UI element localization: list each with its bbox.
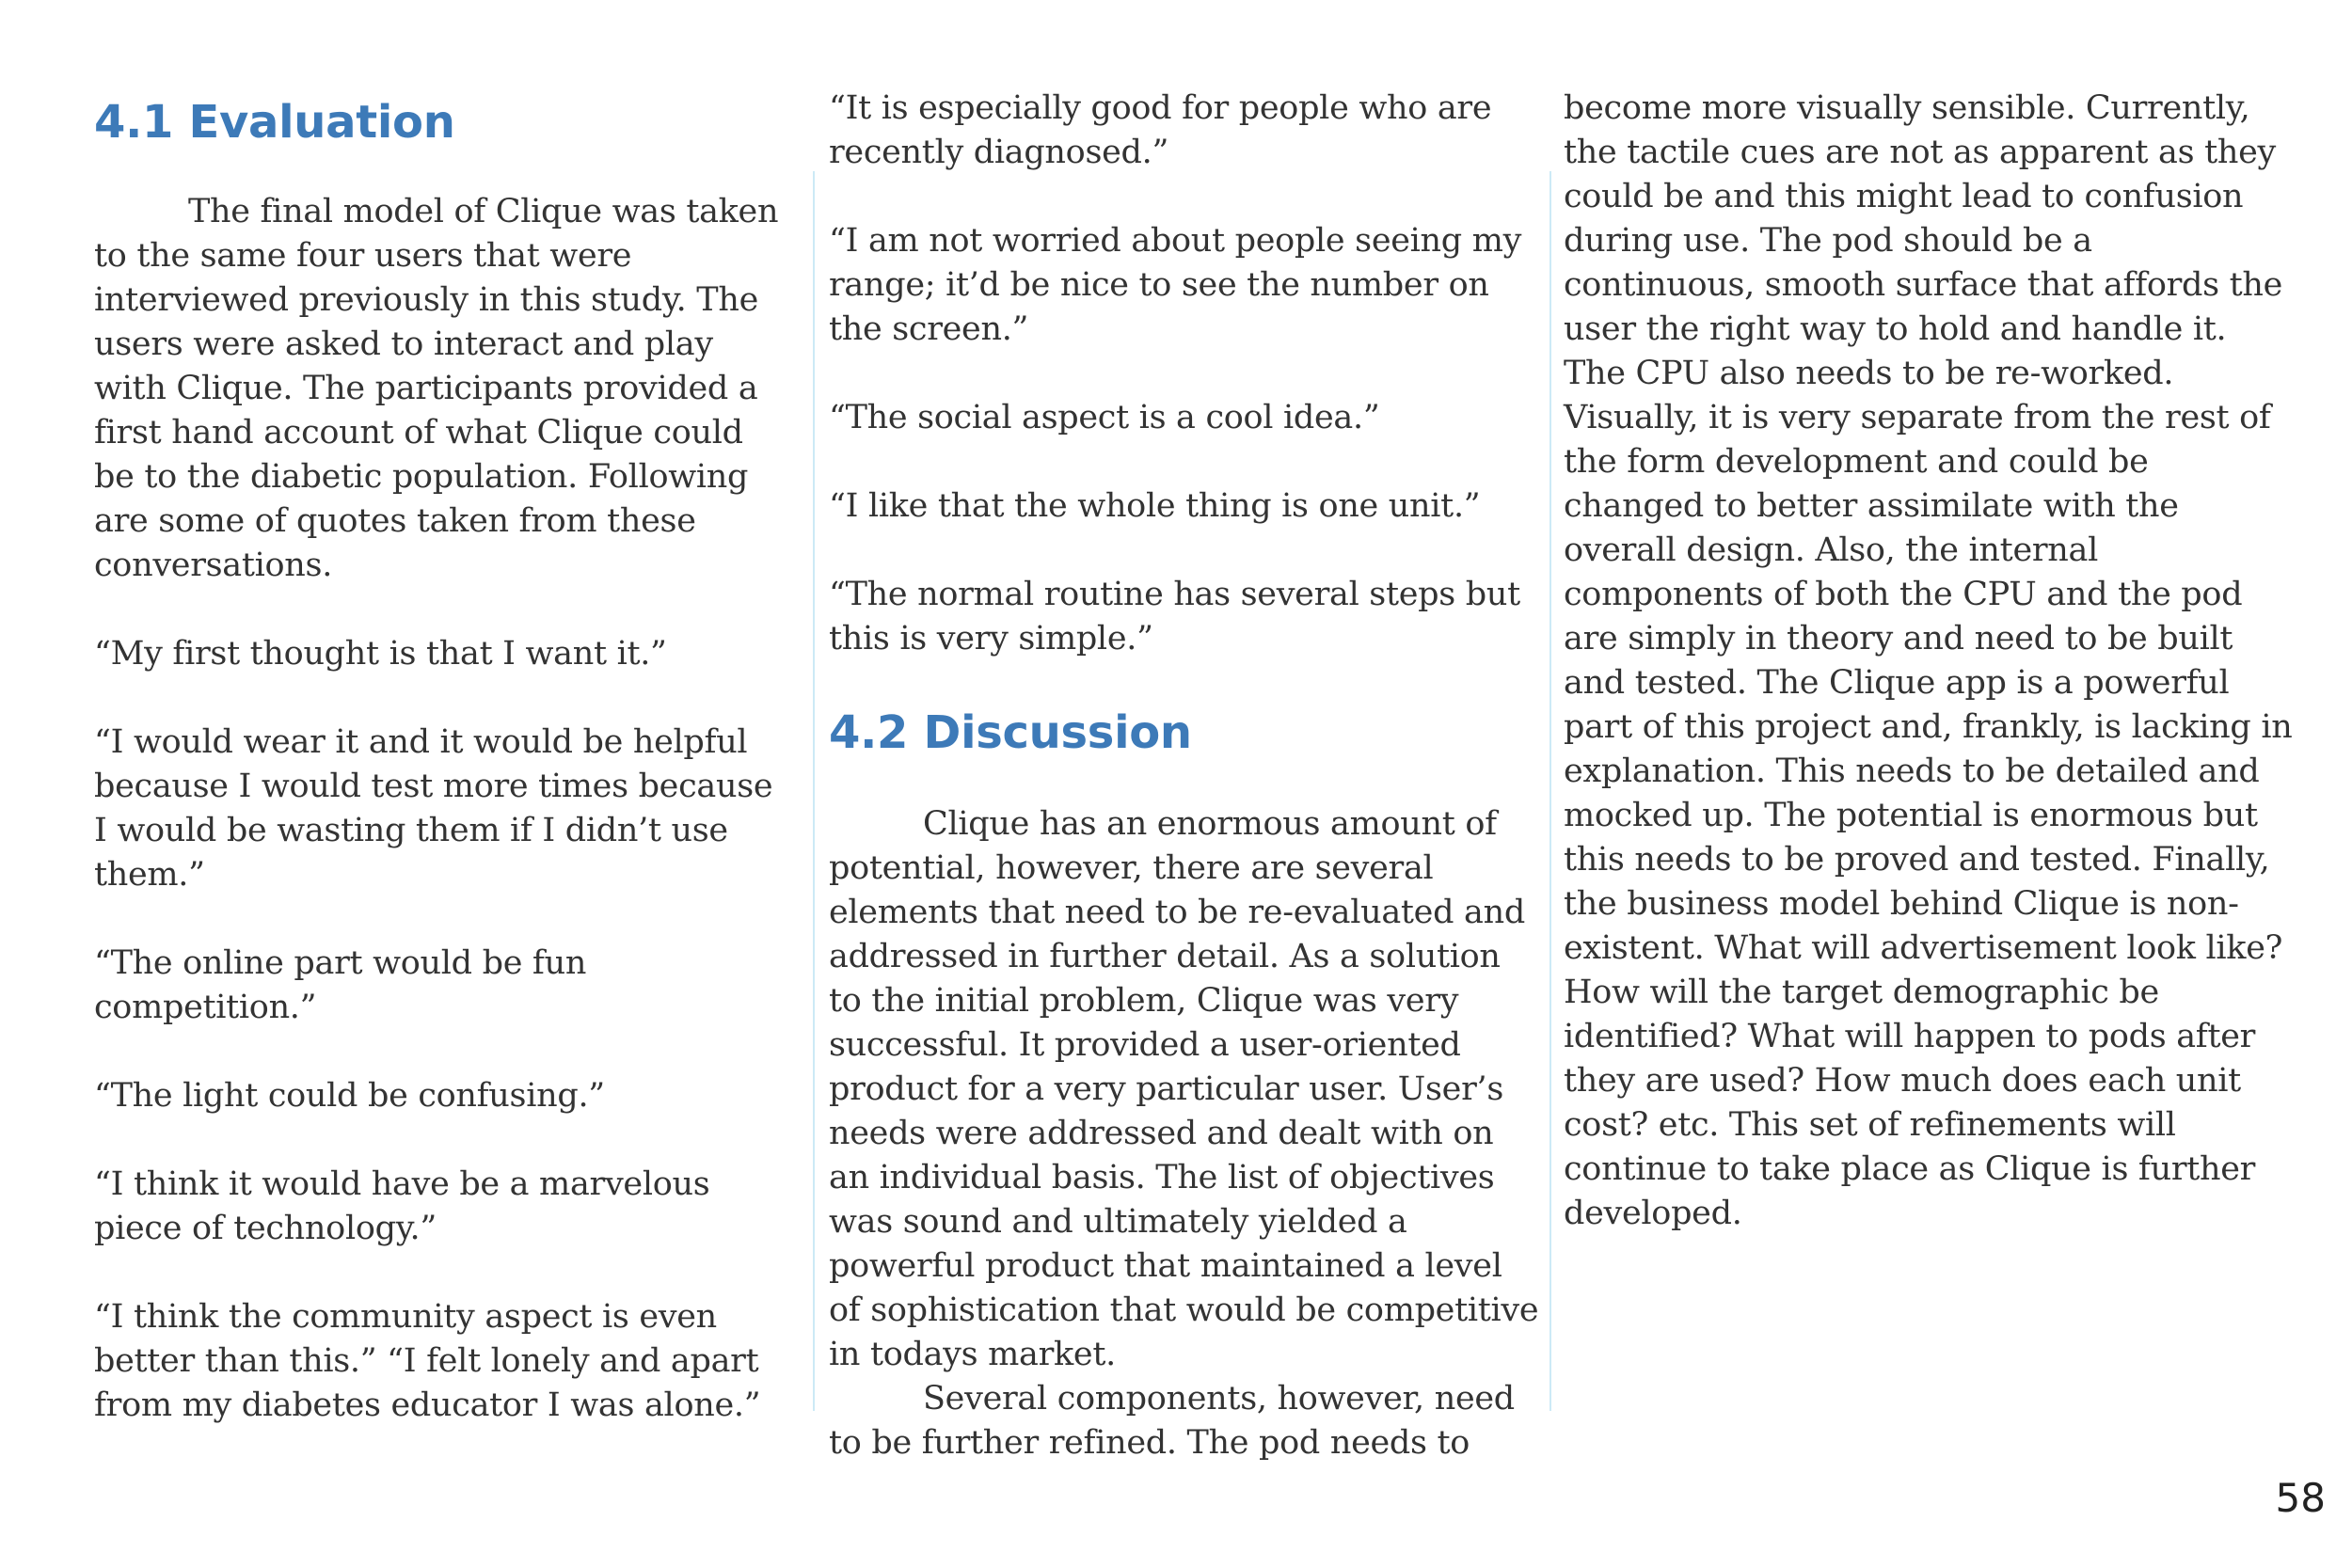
column-quotes-discussion — [829, 87, 1539, 1465]
user-quote: “The online part would be fun competition.” — [94, 944, 587, 1026]
user-quote: “I think it would have be a marvelous piece of technology.” — [94, 1165, 710, 1247]
user-quote: “The social aspect is a cool idea.” — [829, 399, 1380, 436]
column-evaluation — [94, 87, 781, 1428]
user-quote: “It is especially good for people who are recently diagnosed.” — [829, 89, 1492, 171]
discussion-paragraph: Clique has an enormous amount of potential, however, there are several elements that need to be re-evaluated and addressed in further detail. As a solution to the initial problem, Clique was very successful. It provided a user-oriented product for a very particular user. User’s needs were addressed and dealt with on an individual basis. The list of objectives was sound and ultimately yielded a powerful product that maintained a level of sophistication that would be competitive in todays market. — [829, 805, 1539, 1373]
user-quote: “I am not worried about people seeing my range; it’d be nice to see the number on the screen.” — [829, 222, 1522, 348]
discussion-paragraph-continued: become more visually sensible. Currently, the tactile cues are not as apparent as they could be and this might lead to confusion during use. The pod should be a continuous, smooth surface that affords the user the right way to hold and handle it. The CPU also needs to be re-worked. Visually, it is very separate from the rest of the form development and could be changed to better assimilate with the overall design. Also, the internal components of both the CPU and the pod are simply in theory and need to be built and tested. The Clique app is a powerful part of this project and, frankly, is lacking in explanation. This needs to be detailed and mocked up. The potential is enormous but this needs to be proved and tested. Finally, the business model behind Clique is non-existent. What will advertisement look like? How will the target demographic be identified? What will happen to pods after they are used? How much does each unit cost? etc. This set of refinements will continue to take place as Clique is further developed. — [1564, 89, 2293, 1232]
user-quote: “I would wear it and it would be helpful because I would test more times because I would be wasting them if I didn’t use them.” — [94, 723, 773, 894]
section-heading-evaluation: 4.1 Evaluation — [94, 96, 455, 149]
column-divider — [813, 171, 815, 1411]
discussion-paragraph: Several components, however, need to be further refined. The pod needs to — [829, 1380, 1515, 1462]
column-discussion-continued — [1564, 87, 2293, 1236]
user-quote: “I think the community aspect is even better than this.” “I felt lonely and apart from my diabetes educator I was alone.” — [94, 1298, 761, 1424]
column-divider — [1549, 171, 1551, 1411]
page-number: 58 — [2275, 1475, 2326, 1521]
section-heading-discussion: 4.2 Discussion — [829, 706, 1192, 759]
user-quote: “I like that the whole thing is one unit.” — [829, 487, 1481, 525]
user-quote: “The normal routine has several steps but this is very simple.” — [829, 576, 1520, 657]
evaluation-intro-paragraph: The final model of Clique was taken to the same four users that were interviewed previously in this study. The users were asked to interact and play with Clique. The participants provided a first hand account of what Clique could be to the diabetic population. Following are some of quotes taken from these conversations. — [94, 193, 779, 584]
user-quote: “My first thought is that I want it.” — [94, 635, 667, 673]
user-quote: “The light could be confusing.” — [94, 1077, 605, 1115]
